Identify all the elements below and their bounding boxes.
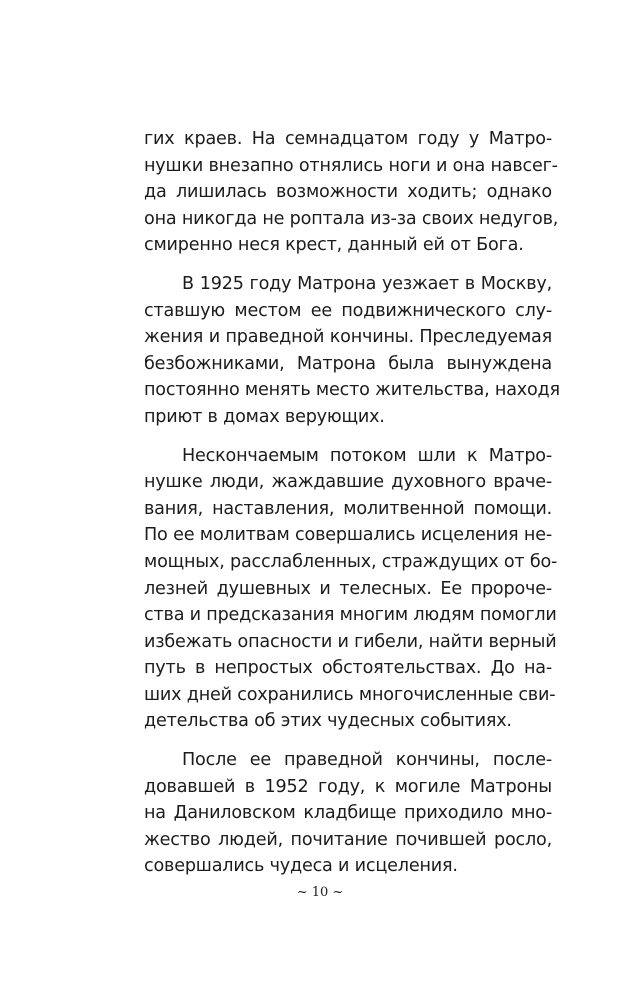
text-line: жество людей, почитание почившей росло, [144,829,552,850]
text-line: жения и праведной кончины. Преследуемая [144,327,552,348]
text-line: постоянно менять место жительства, находя [144,380,560,401]
text-line: безбожниками, Матрона была вынуждена [144,353,552,374]
text-line: вания, наставления, молитвенной помощи. [144,498,552,519]
text-line: избежать опасности и гибели, найти верный [144,631,557,652]
text-line: нушки внезапно отнялись ноги и она навсег- [144,155,558,176]
paragraph-2 [144,271,560,431]
page-number: ~ 10 ~ [296,885,344,900]
text-line: ших дней сохранились многочисленные сви- [144,684,556,705]
text-line: на Даниловском кладбище приходило мно- [144,803,552,824]
text-line: нушке люди, жаждавшие духовного враче- [144,472,552,493]
text-line: путь в непростых обстоятельствах. До на- [144,658,552,679]
text-line: В 1925 году Матрона уезжает в Москву, [182,273,552,294]
text-line: совершались чудеса и исцеления. [144,856,458,877]
text-line: После ее праведной кончины, после- [182,750,552,771]
text-line: ства и предсказания многим людям помогли [144,605,557,626]
text-line: смиренно неся крест, данный ей от Бога. [144,235,524,256]
text-line: довавшей в 1952 году, к могиле Матроны [144,776,552,797]
paragraph-4 [144,747,552,880]
text-line: Нескончаемым потоком шли к Матро- [182,445,552,466]
text-line: гих краев. На семнадцатом году у Матро- [144,129,552,149]
text-line: По ее молитвам совершались исцеления не- [144,525,552,546]
text-line: лезней душевных и телесных. Ее пророче- [144,578,552,599]
paragraph-1 [144,126,559,259]
body-text [144,126,560,892]
paragraph-3 [144,443,558,736]
text-line: да лишилась возможности ходить; однако [144,182,552,203]
text-line: она никогда не роптала из-за своих недугов, [144,208,559,229]
text-line: детельства об этих чудесных событиях. [144,711,512,732]
text-line: приют в домах верующих. [144,406,385,427]
text-line: ставшую местом ее подвижнического слу- [144,300,552,321]
text-line: мощных, расслабленных, страждущих от бо- [144,551,558,572]
